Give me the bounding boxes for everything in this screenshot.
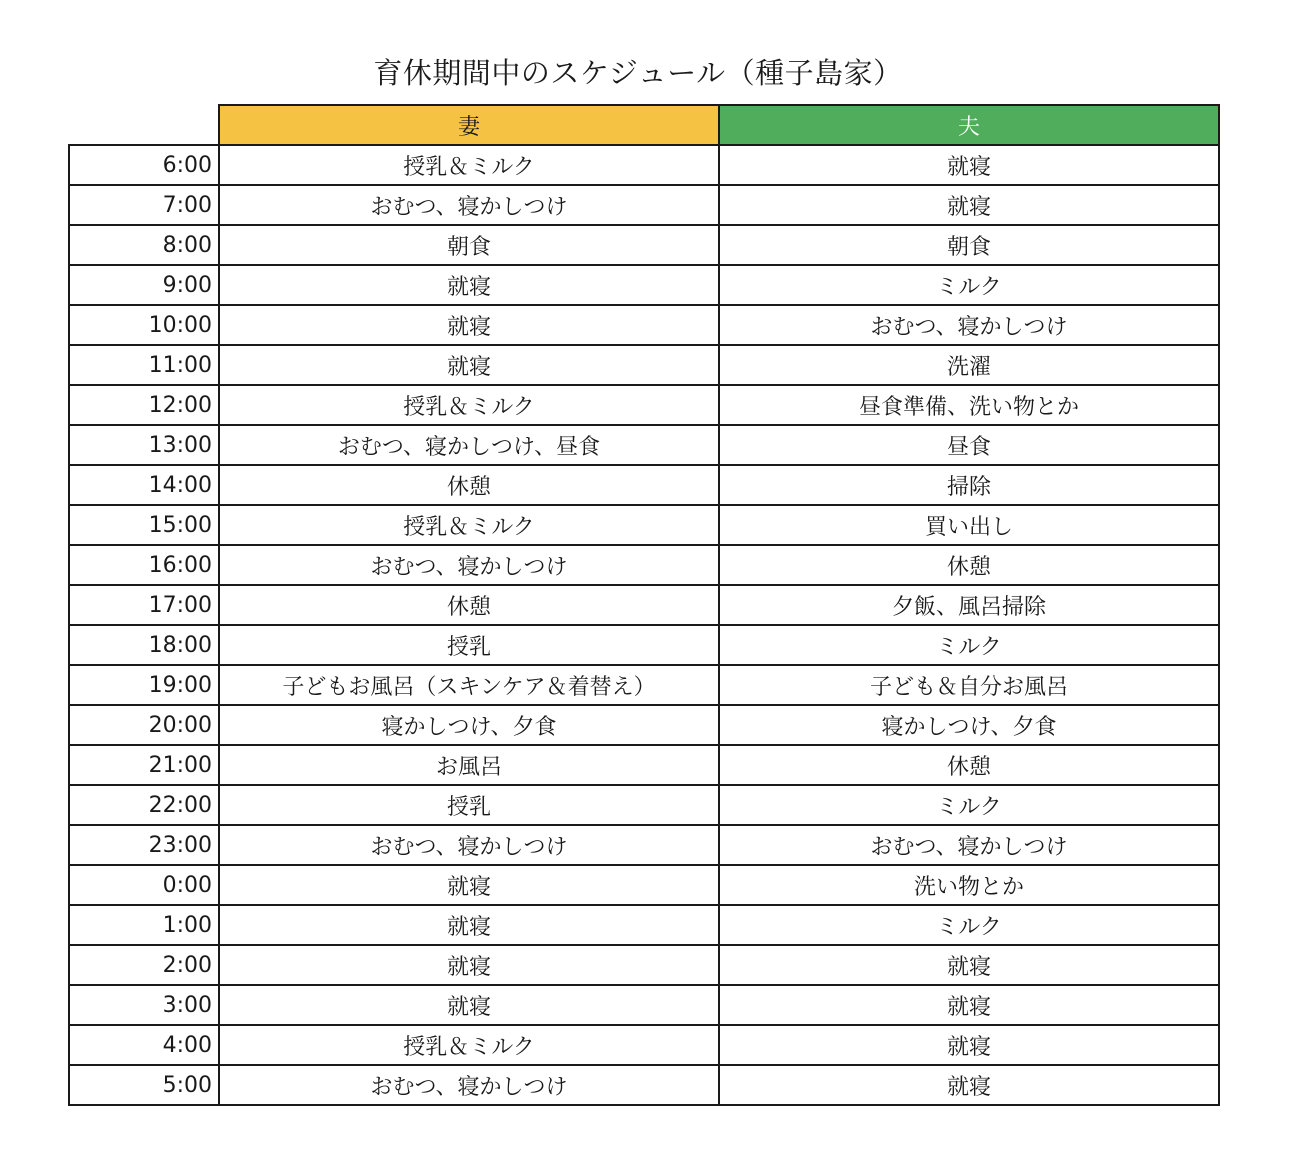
wife-task-cell: 授乳＆ミルク <box>219 385 719 425</box>
time-cell: 9:00 <box>69 265 219 305</box>
wife-task-cell: 子どもお風呂（スキンケア＆着替え） <box>219 665 719 705</box>
husband-task-cell: ミルク <box>719 625 1219 665</box>
wife-task-cell: おむつ、寝かしつけ <box>219 185 719 225</box>
wife-task-cell: 寝かしつけ、夕食 <box>219 705 719 745</box>
table-row <box>69 1025 1219 1065</box>
husband-task-cell: 休憩 <box>719 745 1219 785</box>
time-cell: 16:00 <box>69 545 219 585</box>
husband-task-cell: 休憩 <box>719 545 1219 585</box>
time-cell: 3:00 <box>69 985 219 1025</box>
wife-task-cell: 授乳＆ミルク <box>219 145 719 185</box>
wife-task-cell: 就寝 <box>219 265 719 305</box>
table-row <box>69 185 1219 225</box>
time-cell: 18:00 <box>69 625 219 665</box>
time-cell: 15:00 <box>69 505 219 545</box>
table-row <box>69 225 1219 265</box>
page-title: 育休期間中のスケジュール（種子島家） <box>373 56 903 90</box>
time-cell: 10:00 <box>69 305 219 345</box>
time-cell: 19:00 <box>69 665 219 705</box>
husband-task-cell: 洗い物とか <box>719 865 1219 905</box>
husband-task-cell: 就寝 <box>719 145 1219 185</box>
wife-task-cell: 休憩 <box>219 585 719 625</box>
table-row <box>69 825 1219 865</box>
time-cell: 12:00 <box>69 385 219 425</box>
wife-task-cell: 就寝 <box>219 345 719 385</box>
time-cell: 11:00 <box>69 345 219 385</box>
wife-task-cell: 授乳＆ミルク <box>219 1025 719 1065</box>
time-cell: 22:00 <box>69 785 219 825</box>
time-cell: 4:00 <box>69 1025 219 1065</box>
table-row <box>69 785 1219 825</box>
table-row <box>69 585 1219 625</box>
husband-task-cell: ミルク <box>719 265 1219 305</box>
table-row <box>69 745 1219 785</box>
table-row <box>69 305 1219 345</box>
wife-task-cell: おむつ、寝かしつけ <box>219 1065 719 1105</box>
time-cell: 21:00 <box>69 745 219 785</box>
time-cell: 5:00 <box>69 1065 219 1105</box>
wife-task-cell: 授乳 <box>219 625 719 665</box>
schedule-table <box>68 104 1220 1106</box>
table-row <box>69 625 1219 665</box>
husband-task-cell: 就寝 <box>719 1065 1219 1105</box>
table-row <box>69 425 1219 465</box>
time-cell: 1:00 <box>69 905 219 945</box>
wife-task-cell: 就寝 <box>219 305 719 345</box>
husband-task-cell: 就寝 <box>719 945 1219 985</box>
header-row <box>69 105 1219 145</box>
time-cell: 6:00 <box>69 145 219 185</box>
table-row <box>69 865 1219 905</box>
wife-task-cell: お風呂 <box>219 745 719 785</box>
table-row <box>69 505 1219 545</box>
table-row <box>69 985 1219 1025</box>
husband-task-cell: おむつ、寝かしつけ <box>719 825 1219 865</box>
table-row <box>69 705 1219 745</box>
husband-task-cell: 就寝 <box>719 1025 1219 1065</box>
time-cell: 20:00 <box>69 705 219 745</box>
time-cell: 8:00 <box>69 225 219 265</box>
husband-task-cell: ミルク <box>719 905 1219 945</box>
husband-task-cell: 夕飯、風呂掃除 <box>719 585 1219 625</box>
schedule-body <box>69 145 1219 1105</box>
table-row <box>69 945 1219 985</box>
wife-task-cell: 授乳 <box>219 785 719 825</box>
time-cell: 23:00 <box>69 825 219 865</box>
husband-task-cell: 買い出し <box>719 505 1219 545</box>
table-row <box>69 265 1219 305</box>
wife-task-cell: 就寝 <box>219 865 719 905</box>
time-cell: 2:00 <box>69 945 219 985</box>
husband-task-cell: 朝食 <box>719 225 1219 265</box>
time-cell: 7:00 <box>69 185 219 225</box>
husband-task-cell: 就寝 <box>719 185 1219 225</box>
table-row <box>69 1065 1219 1105</box>
husband-task-cell: おむつ、寝かしつけ <box>719 305 1219 345</box>
header-time-cell <box>69 105 219 145</box>
time-cell: 13:00 <box>69 425 219 465</box>
table-row <box>69 385 1219 425</box>
husband-task-cell: 子ども＆自分お風呂 <box>719 665 1219 705</box>
table-row <box>69 145 1219 185</box>
wife-task-cell: 授乳＆ミルク <box>219 505 719 545</box>
table-row <box>69 665 1219 705</box>
time-cell: 0:00 <box>69 865 219 905</box>
header-wife-cell: 妻 <box>219 105 719 145</box>
time-cell: 14:00 <box>69 465 219 505</box>
wife-task-cell: おむつ、寝かしつけ <box>219 545 719 585</box>
table-row <box>69 465 1219 505</box>
time-cell: 17:00 <box>69 585 219 625</box>
husband-task-cell: 昼食準備、洗い物とか <box>719 385 1219 425</box>
wife-task-cell: 朝食 <box>219 225 719 265</box>
wife-task-cell: おむつ、寝かしつけ <box>219 825 719 865</box>
wife-task-cell: 就寝 <box>219 905 719 945</box>
husband-task-cell: ミルク <box>719 785 1219 825</box>
wife-task-cell: おむつ、寝かしつけ、昼食 <box>219 425 719 465</box>
table-row <box>69 905 1219 945</box>
wife-task-cell: 就寝 <box>219 985 719 1025</box>
husband-task-cell: 洗濯 <box>719 345 1219 385</box>
husband-task-cell: 掃除 <box>719 465 1219 505</box>
wife-task-cell: 就寝 <box>219 945 719 985</box>
husband-task-cell: 就寝 <box>719 985 1219 1025</box>
wife-task-cell: 休憩 <box>219 465 719 505</box>
table-row <box>69 345 1219 385</box>
husband-task-cell: 昼食 <box>719 425 1219 465</box>
husband-task-cell: 寝かしつけ、夕食 <box>719 705 1219 745</box>
table-row <box>69 545 1219 585</box>
header-husband-cell: 夫 <box>719 105 1219 145</box>
